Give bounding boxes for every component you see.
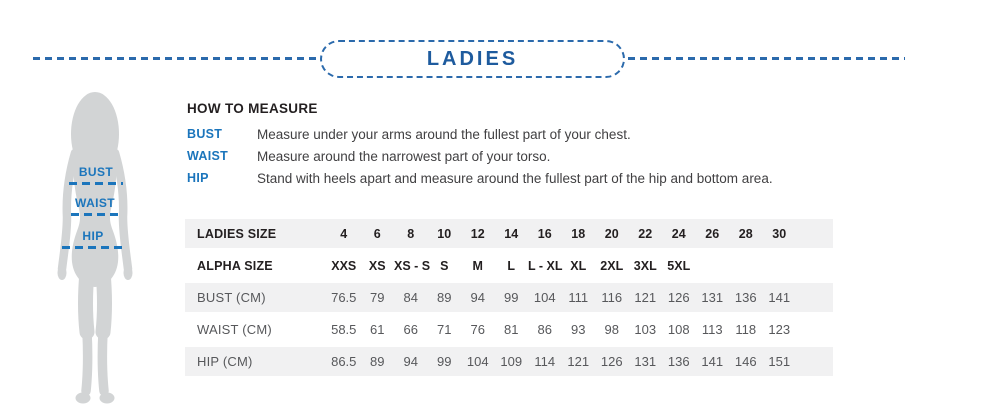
table-cell: 22 bbox=[638, 226, 653, 241]
figure-label: BUST bbox=[78, 165, 114, 179]
table-cell bbox=[729, 259, 763, 273]
table-cell: 121 bbox=[634, 290, 657, 305]
figure-label: HIP bbox=[82, 229, 104, 243]
size-table bbox=[185, 219, 833, 379]
table-cell: 20 bbox=[604, 226, 619, 241]
measure-label: BUST bbox=[187, 127, 223, 141]
table-row bbox=[185, 251, 833, 280]
table-cell: S bbox=[440, 258, 449, 273]
row-cells bbox=[327, 290, 797, 305]
table-cell: 8 bbox=[407, 226, 415, 241]
row-cells bbox=[327, 354, 797, 369]
figure-panel bbox=[48, 92, 144, 408]
table-cell: 141 bbox=[768, 290, 791, 305]
table-cell: 5XL bbox=[667, 258, 691, 273]
table-cell: 99 bbox=[437, 354, 452, 369]
row-label: WAIST (CM) bbox=[197, 322, 272, 337]
table-cell: XS - S bbox=[394, 258, 431, 273]
table-cell: M bbox=[472, 258, 483, 273]
table-cell: 71 bbox=[437, 322, 452, 337]
table-cell: 89 bbox=[437, 290, 452, 305]
table-cell: 14 bbox=[504, 226, 519, 241]
measure-item bbox=[187, 167, 887, 189]
table-cell: 58.5 bbox=[331, 322, 357, 337]
table-cell: 108 bbox=[667, 322, 690, 337]
table-cell: L - XL bbox=[528, 258, 563, 273]
table-cell: 151 bbox=[768, 354, 791, 369]
table-cell: 123 bbox=[768, 322, 791, 337]
table-cell: XXS bbox=[331, 258, 357, 273]
table-cell: 84 bbox=[403, 290, 418, 305]
table-cell: 104 bbox=[533, 290, 556, 305]
table-cell: 76.5 bbox=[331, 290, 357, 305]
row-label: ALPHA SIZE bbox=[197, 258, 273, 273]
figure-dashed-line bbox=[69, 182, 123, 185]
table-cell: 12 bbox=[470, 226, 485, 241]
female-silhouette-icon bbox=[48, 92, 144, 408]
table-cell: 114 bbox=[534, 354, 556, 369]
figure-dashed-line bbox=[62, 246, 124, 249]
table-cell: 30 bbox=[772, 226, 787, 241]
table-cell: 104 bbox=[466, 354, 489, 369]
row-label: BUST (CM) bbox=[197, 290, 266, 305]
figure-dashed-line bbox=[71, 213, 119, 216]
how-to-measure-title: HOW TO MEASURE bbox=[187, 101, 318, 116]
table-cell: L bbox=[507, 258, 516, 273]
table-cell: 28 bbox=[738, 226, 753, 241]
table-cell: 94 bbox=[470, 290, 485, 305]
table-cell: 24 bbox=[671, 226, 686, 241]
table-row bbox=[185, 283, 833, 312]
table-cell: 136 bbox=[667, 354, 690, 369]
table-cell: 121 bbox=[567, 354, 590, 369]
table-cell: 76 bbox=[470, 322, 485, 337]
figure-annotation bbox=[62, 229, 124, 249]
figure-label: WAIST bbox=[75, 196, 115, 210]
table-cell: 131 bbox=[701, 290, 724, 305]
table-cell: 26 bbox=[705, 226, 720, 241]
ladies-header-badge bbox=[320, 40, 625, 78]
table-cell: 66 bbox=[403, 322, 418, 337]
how-to-measure-section bbox=[187, 101, 887, 189]
table-cell: 136 bbox=[734, 290, 757, 305]
table-cell: 4 bbox=[340, 226, 348, 241]
table-cell: 3XL bbox=[633, 258, 657, 273]
measure-text: Measure around the narrowest part of your torso. bbox=[257, 148, 551, 164]
table-cell: 126 bbox=[600, 354, 623, 369]
table-cell: 94 bbox=[403, 354, 418, 369]
table-cell: XS bbox=[368, 258, 386, 273]
table-cell: 98 bbox=[604, 322, 619, 337]
table-cell: 79 bbox=[370, 290, 385, 305]
table-cell: 2XL bbox=[600, 258, 624, 273]
measure-label: WAIST bbox=[187, 149, 229, 163]
table-cell: 89 bbox=[370, 354, 385, 369]
row-label: LADIES SIZE bbox=[197, 226, 277, 241]
header-dash-line-right bbox=[628, 57, 905, 60]
measure-text: Stand with heels apart and measure around the fullest part of the hip and bottom area. bbox=[257, 170, 773, 186]
row-cells bbox=[327, 259, 797, 273]
table-cell: 61 bbox=[370, 322, 385, 337]
figure-annotation bbox=[69, 165, 123, 185]
row-cells bbox=[327, 227, 797, 241]
table-cell: 99 bbox=[504, 290, 519, 305]
table-cell: 86 bbox=[537, 322, 552, 337]
table-cell: 109 bbox=[500, 354, 523, 369]
table-cell: 6 bbox=[373, 226, 381, 241]
table-cell: 81 bbox=[504, 322, 519, 337]
measure-item bbox=[187, 123, 887, 145]
measure-item bbox=[187, 145, 887, 167]
table-row bbox=[185, 347, 833, 376]
header-dash-line-left bbox=[33, 57, 318, 60]
row-cells bbox=[327, 322, 797, 337]
table-cell: 131 bbox=[634, 354, 657, 369]
table-cell: 146 bbox=[734, 354, 757, 369]
table-cell bbox=[763, 259, 797, 273]
table-cell: 86.5 bbox=[331, 354, 357, 369]
measure-label: HIP bbox=[187, 171, 209, 185]
measure-list bbox=[187, 123, 887, 189]
measure-text: Measure under your arms around the fullest part of your chest. bbox=[257, 126, 631, 142]
row-label: HIP (CM) bbox=[197, 354, 253, 369]
table-cell: 103 bbox=[634, 322, 657, 337]
table-cell: XL bbox=[570, 258, 587, 273]
table-cell: 10 bbox=[437, 226, 452, 241]
table-row bbox=[185, 219, 833, 248]
table-cell: 116 bbox=[601, 290, 623, 305]
table-cell: 111 bbox=[568, 290, 589, 305]
figure-annotation bbox=[71, 196, 119, 216]
table-cell: 118 bbox=[735, 322, 757, 337]
table-cell: 126 bbox=[667, 290, 690, 305]
table-cell: 113 bbox=[701, 322, 723, 337]
table-cell bbox=[696, 259, 730, 273]
page-title: LADIES bbox=[426, 47, 519, 70]
table-cell: 16 bbox=[537, 226, 552, 241]
table-cell: 141 bbox=[701, 354, 724, 369]
table-row bbox=[185, 315, 833, 344]
table-cell: 93 bbox=[571, 322, 586, 337]
table-cell: 18 bbox=[571, 226, 586, 241]
